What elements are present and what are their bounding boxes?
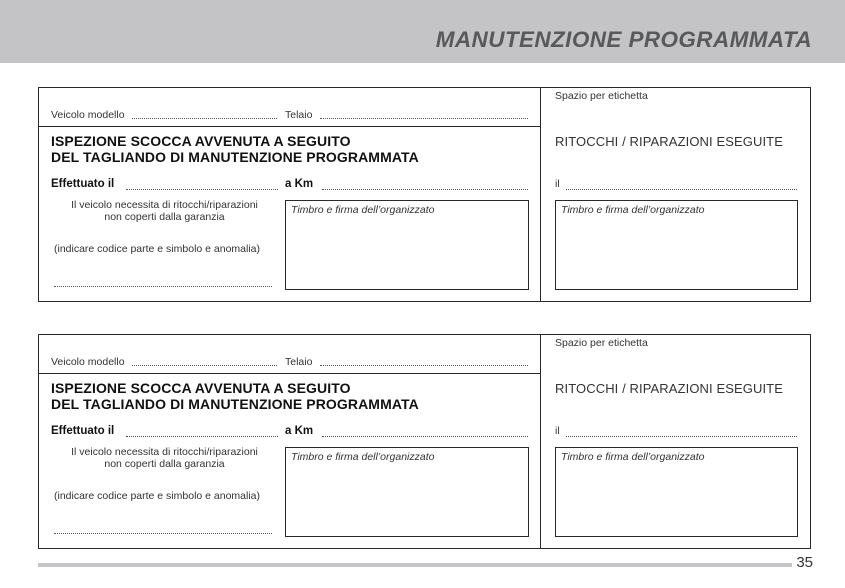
- form-divider-horizontal: [38, 126, 541, 127]
- anomalia-field[interactable]: [54, 286, 272, 287]
- telaio-field[interactable]: [320, 365, 528, 366]
- effettuato-field[interactable]: [126, 189, 278, 190]
- form-heading: [51, 133, 419, 165]
- note-text: [51, 199, 278, 223]
- form-heading-line1: ISPEZIONE SCOCCA AVVENUTA A SEGUITO: [51, 133, 351, 149]
- note-line1: Il veicolo necessita di ritocchi/riparazioni: [71, 199, 258, 211]
- stamp-box-left[interactable]: [285, 200, 529, 290]
- form-heading-line2: DEL TAGLIANDO DI MANUTENZIONE PROGRAMMATA: [51, 149, 419, 165]
- form-divider-horizontal: [38, 373, 541, 374]
- form-heading: [51, 380, 419, 412]
- effettuato-field[interactable]: [126, 436, 278, 437]
- form-heading-line2: DEL TAGLIANDO DI MANUTENZIONE PROGRAMMATA: [51, 396, 419, 412]
- stamp-box-left[interactable]: [285, 447, 529, 537]
- effettuato-label: Effettuato il: [51, 425, 115, 437]
- il-field[interactable]: [566, 189, 797, 190]
- form-divider-vertical: [540, 87, 541, 302]
- footer-bar: [38, 563, 792, 567]
- form-divider-vertical: [540, 334, 541, 549]
- note-line2: non coperti dalla garanzia: [104, 211, 225, 223]
- telaio-label: Telaio: [285, 109, 313, 121]
- stamp-box-right[interactable]: [555, 447, 798, 537]
- il-label: il: [555, 425, 560, 437]
- telaio-field[interactable]: [320, 118, 528, 119]
- page-title: MANUTENZIONE PROGRAMMATA: [435, 27, 812, 52]
- spazio-etichetta-label: Spazio per etichetta: [555, 90, 648, 102]
- stamp-label: Timbro e firma dell’organizzato: [561, 451, 705, 463]
- anomalia-field[interactable]: [54, 533, 272, 534]
- km-label: a Km: [285, 178, 314, 190]
- inspection-form: [38, 87, 811, 302]
- effettuato-label: Effettuato il: [51, 178, 115, 190]
- il-label: il: [555, 178, 560, 190]
- indicare-label: (indicare codice parte e simbolo e anomalia): [54, 490, 261, 502]
- ritocchi-label: RITOCCHI / RIPARAZIONI ESEGUITE: [555, 381, 783, 396]
- stamp-label: Timbro e firma dell’organizzato: [291, 451, 435, 463]
- km-label: a Km: [285, 425, 314, 437]
- note-line2: non coperti dalla garanzia: [104, 458, 225, 470]
- veicolo-field[interactable]: [132, 118, 277, 119]
- ritocchi-label: RITOCCHI / RIPARAZIONI ESEGUITE: [555, 134, 783, 149]
- note-line1: Il veicolo necessita di ritocchi/riparazioni: [71, 446, 258, 458]
- form-heading-line1: ISPEZIONE SCOCCA AVVENUTA A SEGUITO: [51, 380, 351, 396]
- veicolo-label: Veicolo modello: [51, 109, 125, 121]
- stamp-box-right[interactable]: [555, 200, 798, 290]
- stamp-label: Timbro e firma dell’organizzato: [561, 204, 705, 216]
- spazio-etichetta-label: Spazio per etichetta: [555, 337, 648, 349]
- km-field[interactable]: [322, 189, 528, 190]
- km-field[interactable]: [322, 436, 528, 437]
- il-field[interactable]: [566, 436, 797, 437]
- inspection-form: [38, 334, 811, 549]
- indicare-label: (indicare codice parte e simbolo e anomalia): [54, 243, 261, 255]
- page-number: 35: [796, 554, 813, 571]
- note-text: [51, 446, 278, 470]
- telaio-label: Telaio: [285, 356, 313, 368]
- veicolo-label: Veicolo modello: [51, 356, 125, 368]
- veicolo-field[interactable]: [132, 365, 277, 366]
- stamp-label: Timbro e firma dell’organizzato: [291, 204, 435, 216]
